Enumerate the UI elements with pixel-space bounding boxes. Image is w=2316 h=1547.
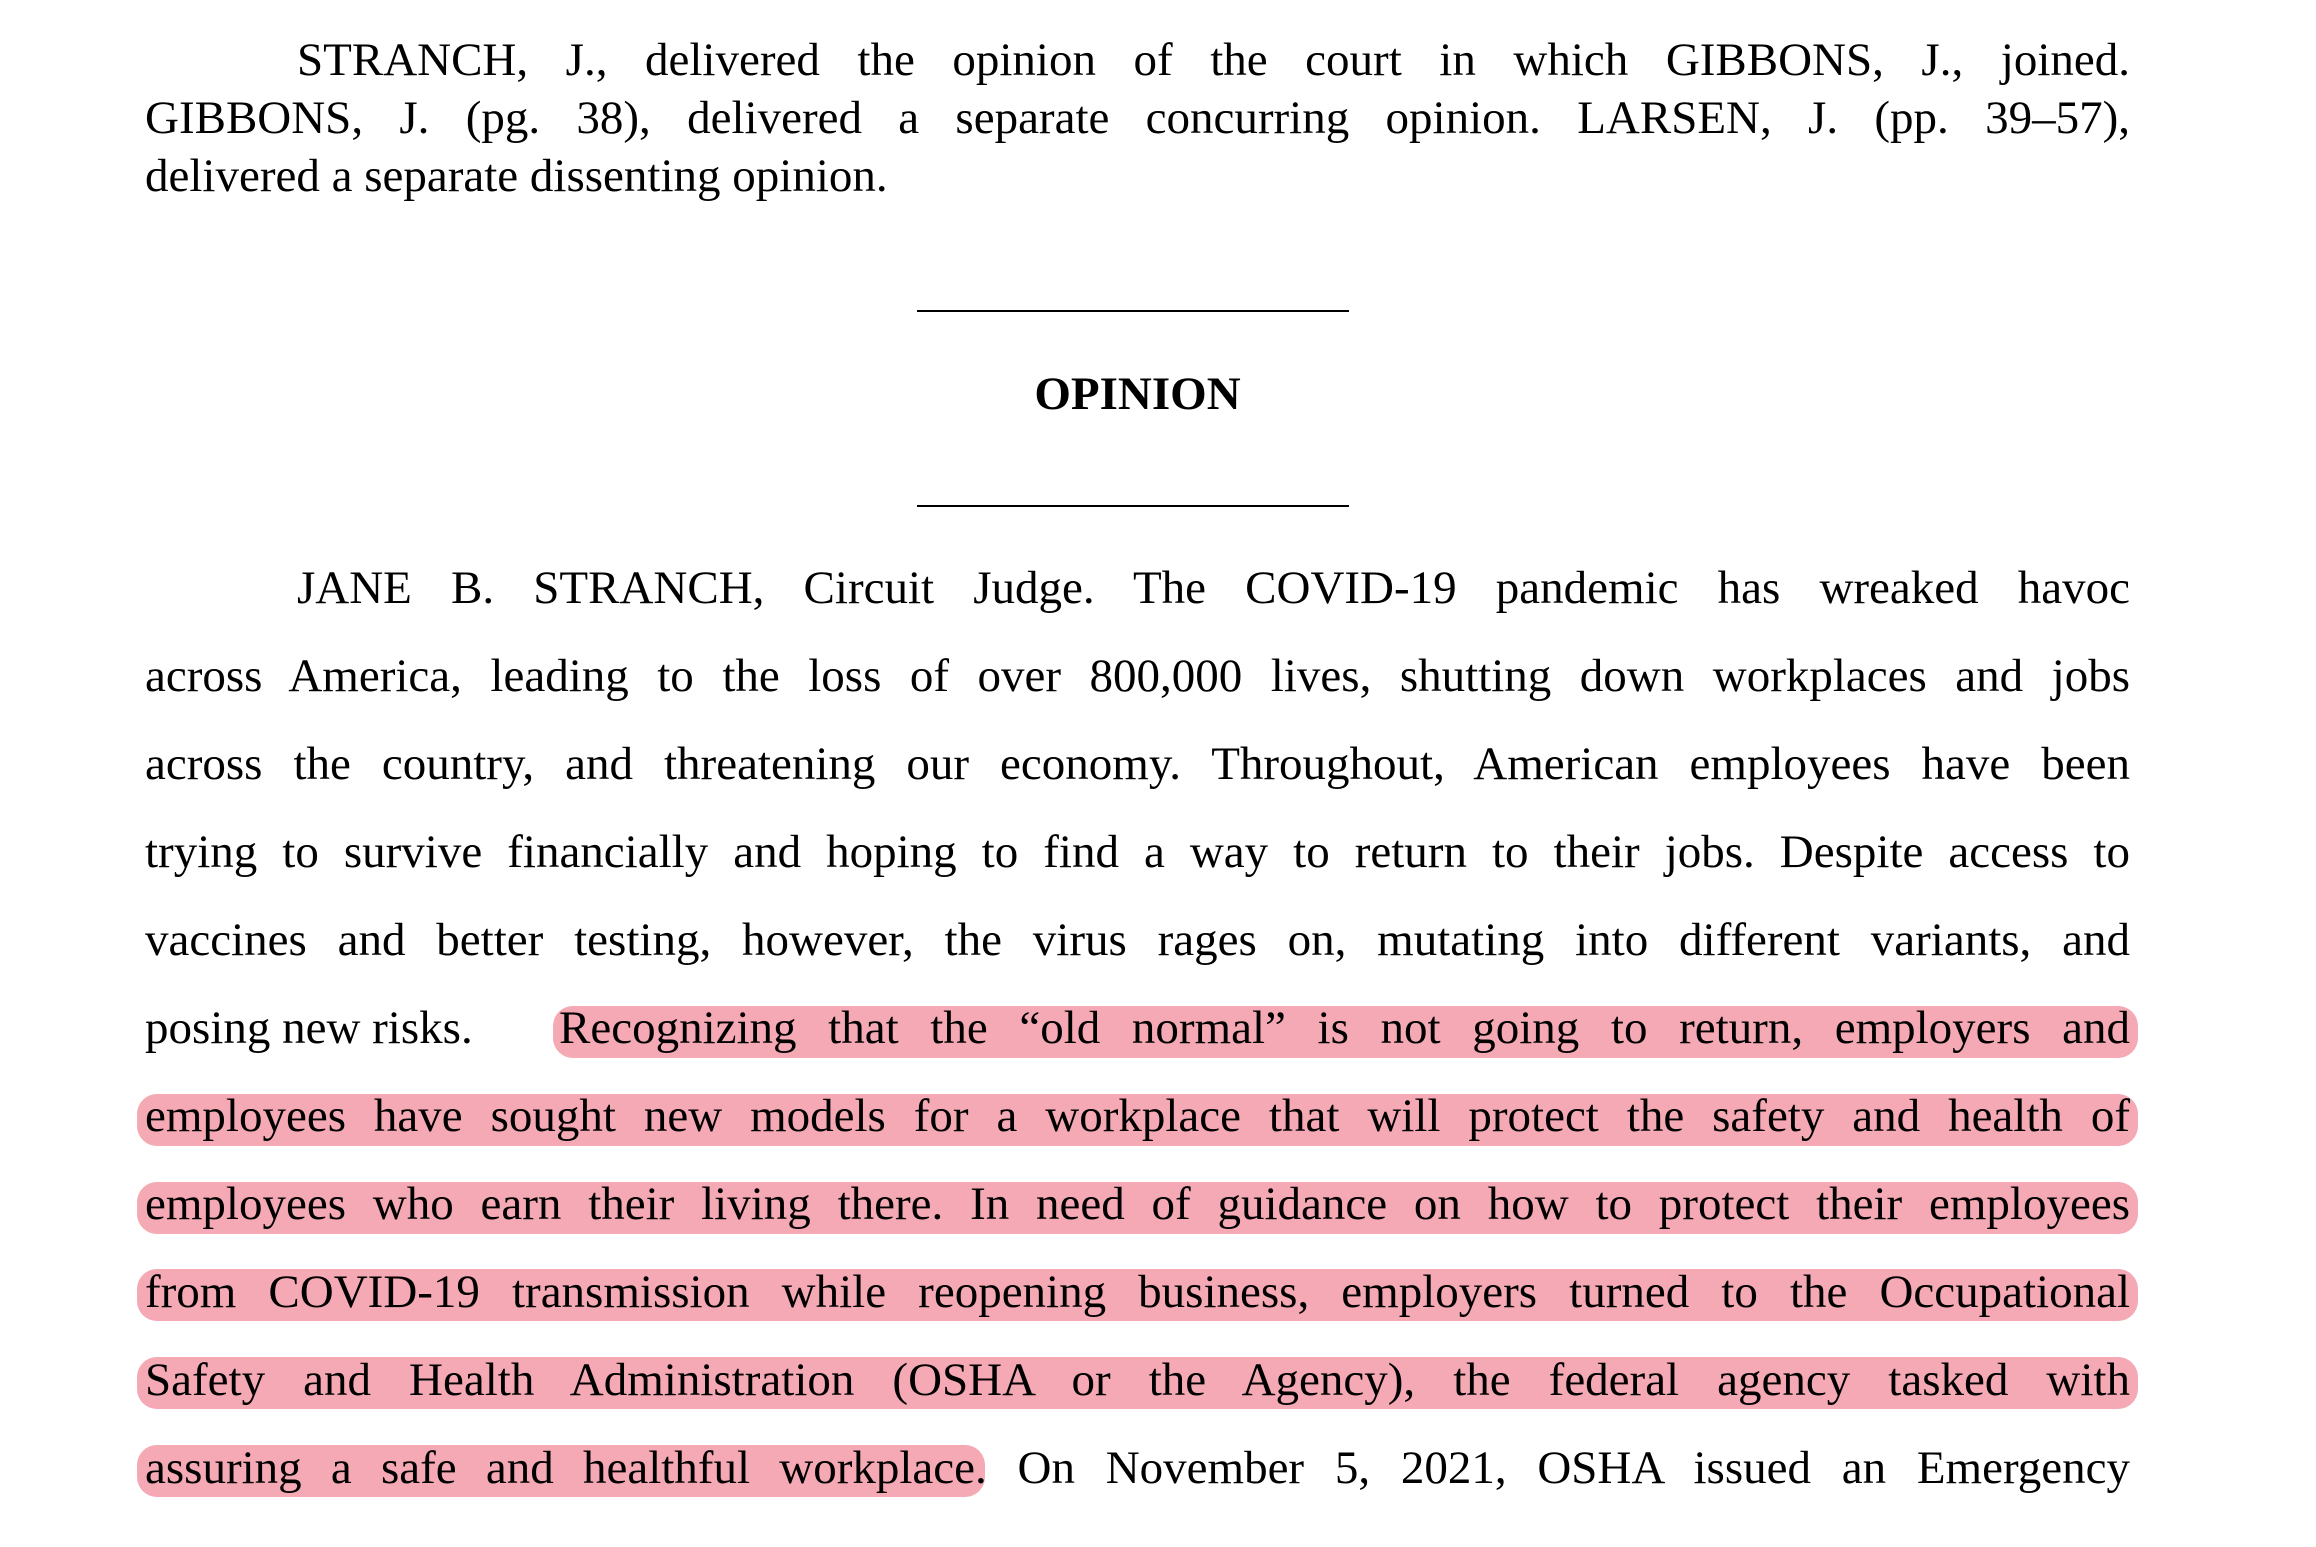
section-title: OPINION	[1034, 368, 1241, 420]
body-line-2: across America, leading to the loss of over 800,000 lives, shutting down workplaces and jobs	[145, 650, 2130, 702]
body-line-3: across the country, and threatening our economy. Throughout, American employees have been	[145, 738, 2130, 790]
body-line-11	[145, 1440, 2130, 1496]
highlighted-text: assuring a safe and healthful workplace	[145, 1442, 975, 1494]
body-line-4: trying to survive financially and hoping to find a way to return to their jobs. Despite access to	[145, 826, 2130, 878]
body-line-1: JANE B. STRANCH, Circuit Judge. The COVID-19 pandemic has wreaked havoc	[297, 562, 2130, 614]
body-line-10: Safety and Health Administration (OSHA or the Agency), the federal agency tasked with	[145, 1354, 2130, 1406]
highlighted-text: Recognizing that the “old normal” is not going to return, employers and	[559, 1002, 2130, 1054]
body-line-7: employees have sought new models for a workplace that will protect the safety and health of	[145, 1090, 2130, 1142]
body-line-9: from COVID-19 transmission while reopening business, employers turned to the Occupational	[145, 1266, 2130, 1318]
body-line-11-rest: . On November 5, 2021, OSHA issued an Emergency	[975, 1442, 2130, 1494]
body-line-5: vaccines and better testing, however, the virus rages on, mutating into different variants, and	[145, 914, 2130, 966]
divider-top	[917, 310, 1349, 312]
body-line-6-plain: posing new risks.	[145, 1002, 473, 1054]
header-line-2: GIBBONS, J. (pg. 38), delivered a separate concurring opinion. LARSEN, J. (pp. 39–57),	[145, 92, 2130, 144]
header-line-1: STRANCH, J., delivered the opinion of the court in which GIBBONS, J., joined.	[297, 34, 2130, 86]
body-line-8: employees who earn their living there. In need of guidance on how to protect their employees	[145, 1178, 2130, 1230]
divider-bottom	[917, 505, 1349, 507]
header-line-3: delivered a separate dissenting opinion.	[145, 150, 888, 202]
body-line-6	[145, 1000, 2130, 1056]
